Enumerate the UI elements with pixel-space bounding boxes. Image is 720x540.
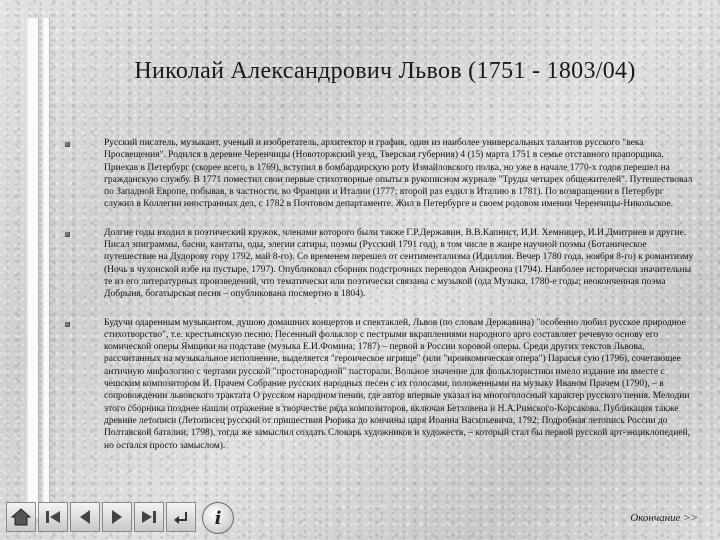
bullet-paragraph-1 (64, 137, 694, 211)
return-button[interactable] (166, 502, 196, 532)
bullet-paragraph-2 (64, 227, 694, 301)
bullet-icon (64, 321, 70, 327)
slide-content (64, 137, 694, 468)
navigation-bar (6, 502, 234, 534)
paragraph-text: Будучи одаренным музыкантом, душою домашних концертов и спектаклей, Львов (по словам Державина) "особенно любил русское природное стихотворство", т.е. крестьянскую песню. Песенный фольклор с пестрыми вкраплениями народного арго составляет речевую основу его комической оперы Ямщики на подставе (музыка Е.И.Фомина; 1787) – первой в России хоровой оперы. Среди других текстов Львова, рассчитанных на музыкальное исполнение, выделяется "героическое игрище" (или "ироикомическая опера") Парасья сую (1796), сочетающее античную мифологию с чертами русской "простонародной" пасторали. Вольное значение для фольклористики имело издание им вместе с чешским композитором И. Прачем Собрание русских народных песен с их голосами, положенными на музыку Иваном Прачем (1790), – в сопровождении львовского трактата О русском народном пении, где автор впервые указал на многоголосный характер русского пения. Мелодии этого сборника позднее нашли отражение в творчестве ряда композиторов, включая Бетховена и Н.А.Римского-Корсакова. Публикация также древние летописи (Летописец русский от пришествия Рюрика до кончины царя Иоанна Васильевича, 1792; Подробная летопись России до Полтавской баталии, 1798), тогда же замыслил создать Словарь художников и художеств, – который стал бы первой русской арт-энциклопедией, но остался просто замыслом). (104, 317, 691, 451)
slide-title: Николай Александрович Львов (1751 - 1803/04) (134, 58, 636, 84)
prev-slide-icon (75, 508, 95, 526)
first-slide-button[interactable] (38, 502, 68, 532)
next-slide-button[interactable] (102, 502, 132, 532)
info-icon: i (214, 507, 222, 529)
home-button[interactable] (6, 502, 36, 532)
return-icon (171, 508, 191, 526)
last-slide-button[interactable] (134, 502, 164, 532)
bullet-icon (64, 231, 70, 237)
next-section-link[interactable]: Окончание >> (630, 512, 698, 524)
bullet-paragraph-3 (64, 317, 694, 452)
prev-slide-button[interactable] (70, 502, 100, 532)
home-icon (11, 508, 31, 526)
bullet-icon (64, 141, 70, 147)
decorative-bars (28, 18, 54, 518)
paragraph-text: Русский писатель, музыкант, ученый и изобретатель, архитектор и график, один из наиболее универсальных талантов русского "века Просвещения". Родился в деревне Черенчицы (Новоторжский уезд, Тверская губерния) 4 (15) марта 1751 в семье отставного прапорщика. Приехав в Петербург (скорее всего, в 1769), вступил в бомбардирскую роту Измайловского полка, но уже в начале 1770-х годов перешел на гражданскую службу. В 1771 поместил свои первые стихотворные опыты в рукописном журнале "Труды четырех общежителей". Путешествовал по Западной Европе, побывав, в частности, во Франции и Италии (1777; второй раз ездил в Италию в 1781). По возвращении в Петербург служил в Коллегии иностранных дел, с 1782 в Почтовом департаменте. Жил в Петербурге и своем родовом имении Черенчицы-Никольское. (104, 138, 693, 210)
next-slide-icon (107, 508, 127, 526)
last-slide-icon (139, 508, 159, 526)
first-slide-icon (43, 508, 63, 526)
paragraph-text: Долгие годы входил в поэтический кружок, членами которого были также Г.Р.Державин, В.В.Капнист, И.И. Хемницер, И.И.Дмитриев и другие. Писал эпиграммы, басни, кантаты, оды, элегии сатиры, поэмы (Русский 1791 год), в том числе в жанре научной поэмы (Ботаническое путешествие на Дудорову гору 1792, май 8-го). Со временем перешел от сентиментализма (Идиллия. Вечер 1780 года, ноября 8-го) к романтизму (Ночь в чухонской избе на пустыре, 1797). Опубликовал сборник подстрочных переводов Анакреона (1794). Наиболее исторически значительны те из его литературных произведений, что тематически или поэтически связаны с музыкой (ода Музыка, 1780-е годы; неоконченная поэма Добрыня, богатырская песня – опубликована посмертно в 1804). (104, 227, 694, 300)
info-button[interactable] (202, 502, 234, 534)
